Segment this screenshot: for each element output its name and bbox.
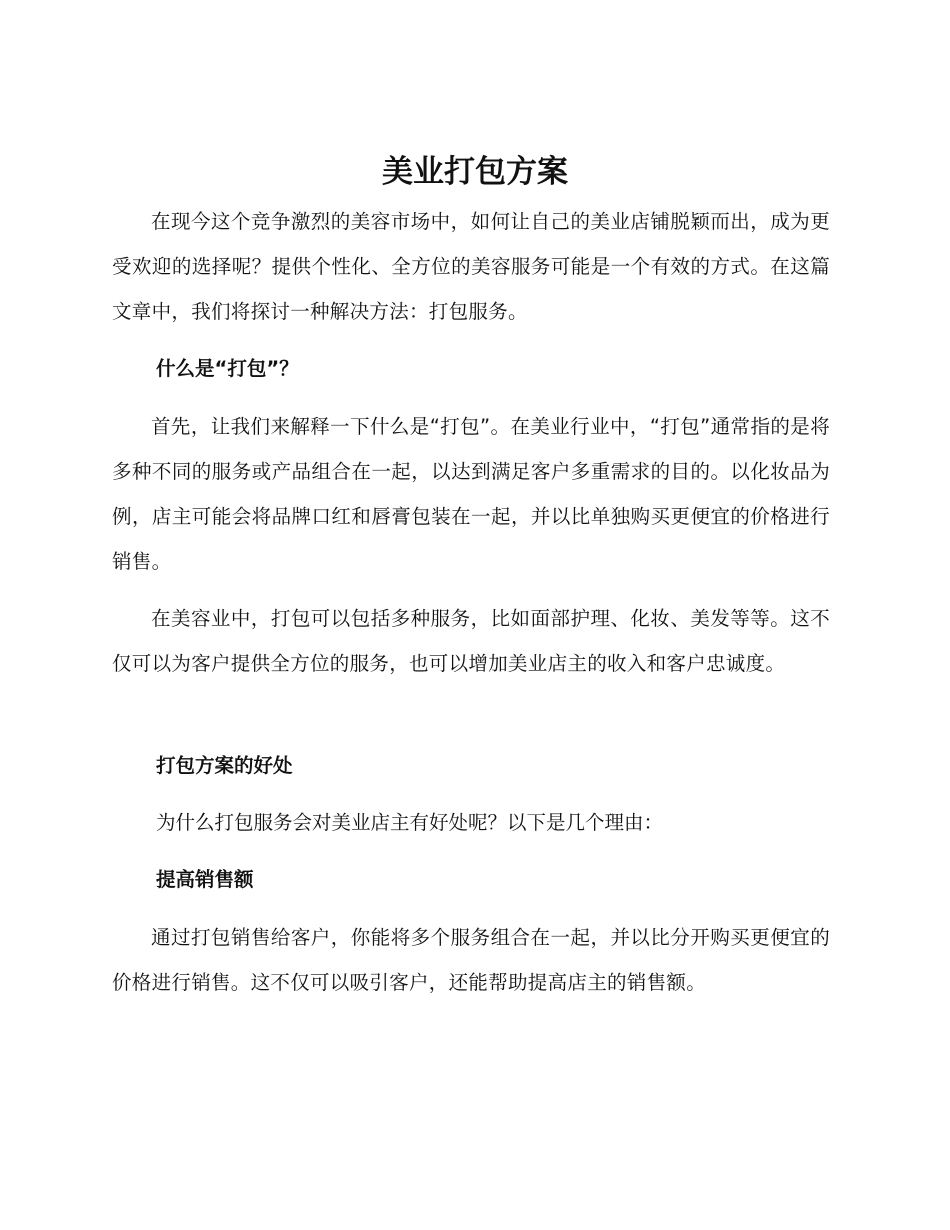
bundle-definition-paragraph: 首先，让我们来解释一下什么是“打包”。在美业行业中，“打包”通常指的是将多种不同的服务或产品组合在一起，以达到满足客户多重需求的目的。以化妆品为例，店主可能会将品牌口红和唇膏包装在一起，并以比单独购买更便宜的价格进行销售。 — [112, 415, 830, 573]
increase-sales-paragraph: 通过打包销售给客户，你能将多个服务组合在一起，并以比分开购买更便宜的价格进行销售。这不仅可以吸引客户，还能帮助提高店主的销售额。 — [112, 926, 830, 994]
intro-paragraph: 在现今这个竞争激烈的美容市场中，如何让自己的美业店铺脱颖而出，成为更受欢迎的选择呢？提供个性化、全方位的美容服务可能是一个有效的方式。在这篇文章中，我们将探讨一种解决方法：打包服务。 — [112, 210, 830, 323]
document-title: 美业打包方案 — [382, 154, 568, 190]
section-heading-what-is-bundle: 什么是“打包”？ — [156, 357, 299, 380]
section-heading-benefits: 打包方案的好处 — [156, 754, 293, 777]
benefits-intro-paragraph: 为什么打包服务会对美业店主有好处呢？以下是几个理由： — [156, 811, 664, 834]
beauty-bundle-paragraph: 在美容业中，打包可以包括多种服务，比如面部护理、化妆、美发等等。这不仅可以为客户提供全方位的服务，也可以增加美业店主的收入和客户忠诚度。 — [112, 607, 830, 675]
section-heading-increase-sales: 提高销售额 — [156, 868, 254, 891]
